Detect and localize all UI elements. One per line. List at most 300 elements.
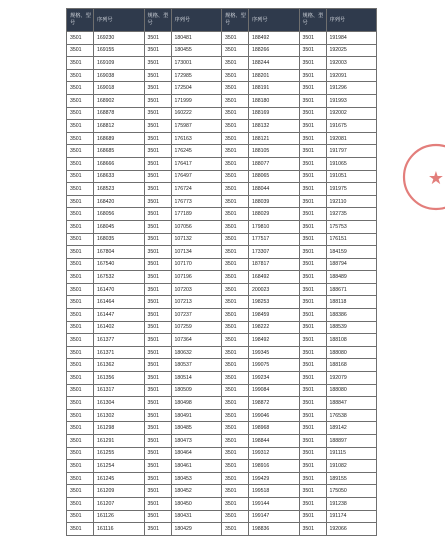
serial-cell: 168878 [94,107,145,120]
spec-cell: 3501 [67,120,94,133]
serial-cell: 168056 [94,208,145,221]
serial-cell: 191051 [326,170,377,183]
spec-cell: 3501 [222,44,249,57]
serial-cell: 192735 [326,208,377,221]
spec-cell: 3501 [144,334,171,347]
spec-cell: 3501 [67,523,94,536]
spec-cell: 3501 [144,309,171,322]
table-row [67,145,377,158]
spec-cell: 3501 [67,157,94,170]
spec-cell: 3501 [222,170,249,183]
spec-cell: 3501 [144,220,171,233]
serial-cell: 161402 [94,321,145,334]
spec-cell: 3501 [299,120,326,133]
table-row [67,435,377,448]
serial-cell: 198872 [249,397,300,410]
serial-cell: 200023 [249,283,300,296]
table-row [67,183,377,196]
table-row [67,485,377,498]
spec-cell: 3501 [222,510,249,523]
table-row [67,44,377,57]
table-row [67,57,377,70]
spec-cell: 3501 [299,359,326,372]
spec-cell: 3501 [299,497,326,510]
spec-cell: 3501 [222,246,249,259]
serial-cell: 180431 [171,510,222,523]
spec-cell: 3501 [67,460,94,473]
serial-cell: 180509 [171,384,222,397]
serial-cell: 188169 [249,107,300,120]
spec-cell: 3501 [299,132,326,145]
serial-cell: 175753 [326,220,377,233]
spec-cell: 3501 [144,397,171,410]
spec-cell: 3501 [299,208,326,221]
serial-cell: 191975 [326,183,377,196]
spec-cell: 3501 [67,296,94,309]
spec-cell: 3501 [144,296,171,309]
serial-cell: 188180 [249,94,300,107]
table-row [67,246,377,259]
table-row [67,32,377,45]
serial-cell: 107237 [171,309,222,322]
serial-cell: 176417 [171,157,222,170]
spec-cell: 3501 [299,372,326,385]
spec-cell: 3501 [299,32,326,45]
serial-cell: 161304 [94,397,145,410]
serial-cell: 176163 [171,132,222,145]
serial-cell: 198836 [249,523,300,536]
serial-cell: 168045 [94,220,145,233]
serial-cell: 167532 [94,271,145,284]
serial-cell: 188080 [326,346,377,359]
serial-cell: 188386 [326,309,377,322]
spec-cell: 3501 [144,195,171,208]
serial-cell: 191296 [326,82,377,95]
serial-cell: 172985 [171,69,222,82]
table-row [67,422,377,435]
serial-cell: 199046 [249,409,300,422]
header-spec-1: 规格、型号 [67,9,94,32]
serial-cell: 176538 [326,409,377,422]
spec-cell: 3501 [299,309,326,322]
spec-cell: 3501 [144,384,171,397]
serial-cell: 161377 [94,334,145,347]
serial-cell: 192110 [326,195,377,208]
serial-cell: 107364 [171,334,222,347]
serial-cell: 192066 [326,523,377,536]
serial-cell: 188105 [249,145,300,158]
serial-cell: 188671 [326,283,377,296]
spec-cell: 3501 [299,69,326,82]
serial-cell: 169038 [94,69,145,82]
spec-cell: 3501 [222,346,249,359]
table-row [67,497,377,510]
spec-cell: 3501 [299,346,326,359]
spec-cell: 3501 [222,397,249,410]
serial-cell: 161254 [94,460,145,473]
serial-cell: 180514 [171,372,222,385]
spec-cell: 3501 [222,372,249,385]
spec-cell: 3501 [67,107,94,120]
spec-cell: 3501 [299,246,326,259]
spec-cell: 3501 [144,497,171,510]
spec-cell: 3501 [67,447,94,460]
spec-cell: 3501 [144,82,171,95]
table-row [67,510,377,523]
spec-cell: 3501 [299,94,326,107]
spec-cell: 3501 [144,145,171,158]
table-row [67,384,377,397]
serial-cell: 169230 [94,32,145,45]
spec-cell: 3501 [299,183,326,196]
spec-cell: 3501 [222,283,249,296]
table-row [67,258,377,271]
serial-cell: 179810 [249,220,300,233]
spec-cell: 3501 [222,183,249,196]
spec-cell: 3501 [299,107,326,120]
table-row [67,409,377,422]
serial-cell: 188121 [249,132,300,145]
spec-cell: 3501 [67,372,94,385]
spec-cell: 3501 [144,485,171,498]
spec-cell: 3501 [67,32,94,45]
spec-cell: 3501 [299,447,326,460]
header-spec-2: 规格、型号 [144,9,171,32]
spec-cell: 3501 [67,220,94,233]
serial-cell: 161464 [94,296,145,309]
serial-cell: 176497 [171,170,222,183]
spec-cell: 3501 [222,233,249,246]
serial-cell: 168666 [94,157,145,170]
serial-cell: 180632 [171,346,222,359]
serial-cell: 199147 [249,510,300,523]
header-spec-4: 规格、型号 [299,9,326,32]
spec-cell: 3501 [144,510,171,523]
serial-cell: 167804 [94,246,145,259]
spec-cell: 3501 [222,157,249,170]
spec-cell: 3501 [299,422,326,435]
serial-cell: 188266 [249,44,300,57]
serial-cell: 176151 [326,233,377,246]
serial-cell: 188039 [249,195,300,208]
spec-cell: 3501 [144,409,171,422]
table-row [67,359,377,372]
serial-cell: 191065 [326,157,377,170]
spec-cell: 3501 [67,44,94,57]
serial-cell: 199345 [249,346,300,359]
serial-cell: 176245 [171,145,222,158]
serial-cell: 191174 [326,510,377,523]
spec-cell: 3501 [144,208,171,221]
spec-cell: 3501 [222,460,249,473]
spec-cell: 3501 [67,246,94,259]
serial-cell: 198844 [249,435,300,448]
spec-cell: 3501 [67,485,94,498]
serial-cell: 188847 [326,397,377,410]
serial-cell: 192025 [326,44,377,57]
serial-cell: 161447 [94,309,145,322]
serial-cell: 191115 [326,447,377,460]
serial-cell: 180491 [171,409,222,422]
serial-cell: 180498 [171,397,222,410]
spec-cell: 3501 [222,384,249,397]
serial-cell: 177189 [171,208,222,221]
spec-cell: 3501 [67,472,94,485]
serial-cell: 107170 [171,258,222,271]
serial-cell: 199144 [249,497,300,510]
spec-cell: 3501 [67,321,94,334]
spec-cell: 3501 [67,384,94,397]
table-row [67,69,377,82]
spec-cell: 3501 [222,309,249,322]
serial-cell: 107203 [171,283,222,296]
serial-cell: 198968 [249,422,300,435]
serial-cell: 188244 [249,57,300,70]
spec-cell: 3501 [67,409,94,422]
serial-cell: 168633 [94,170,145,183]
spec-cell: 3501 [144,372,171,385]
serial-cell: 198459 [249,309,300,322]
serial-table [66,8,377,536]
serial-cell: 191984 [326,32,377,45]
spec-cell: 3501 [144,447,171,460]
spec-cell: 3501 [67,359,94,372]
serial-cell: 180452 [171,485,222,498]
serial-cell: 191797 [326,145,377,158]
serial-cell: 180473 [171,435,222,448]
serial-cell: 176724 [171,183,222,196]
spec-cell: 3501 [67,283,94,296]
spec-cell: 3501 [299,510,326,523]
serial-cell: 198492 [249,334,300,347]
table-row [67,472,377,485]
serial-cell: 198253 [249,296,300,309]
serial-cell: 176773 [171,195,222,208]
spec-cell: 3501 [67,258,94,271]
serial-cell: 168523 [94,183,145,196]
serial-cell: 175050 [326,485,377,498]
serial-cell: 180461 [171,460,222,473]
spec-cell: 3501 [299,157,326,170]
table-row [67,132,377,145]
spec-cell: 3501 [222,220,249,233]
spec-cell: 3501 [67,57,94,70]
serial-cell: 161255 [94,447,145,460]
serial-cell: 107056 [171,220,222,233]
serial-cell: 169018 [94,82,145,95]
spec-cell: 3501 [299,472,326,485]
serial-cell: 161298 [94,422,145,435]
serial-cell: 198222 [249,321,300,334]
spec-cell: 3501 [67,132,94,145]
spec-cell: 3501 [222,57,249,70]
spec-cell: 3501 [67,170,94,183]
serial-cell: 188044 [249,183,300,196]
serial-cell: 168420 [94,195,145,208]
serial-cell: 107132 [171,233,222,246]
spec-cell: 3501 [67,94,94,107]
serial-cell: 161371 [94,346,145,359]
spec-cell: 3501 [144,246,171,259]
spec-cell: 3501 [144,69,171,82]
table-row [67,523,377,536]
spec-cell: 3501 [222,435,249,448]
spec-cell: 3501 [222,120,249,133]
spec-cell: 3501 [67,497,94,510]
serial-cell: 188118 [326,296,377,309]
header-spec-3: 规格、型号 [222,9,249,32]
spec-cell: 3501 [299,44,326,57]
spec-cell: 3501 [67,510,94,523]
table-row [67,283,377,296]
serial-cell: 161116 [94,523,145,536]
serial-cell: 184159 [326,246,377,259]
spec-cell: 3501 [144,472,171,485]
spec-cell: 3501 [67,145,94,158]
serial-cell: 199518 [249,485,300,498]
spec-cell: 3501 [222,107,249,120]
serial-cell: 167540 [94,258,145,271]
serial-cell: 107259 [171,321,222,334]
spec-cell: 3501 [222,271,249,284]
spec-cell: 3501 [67,346,94,359]
serial-cell: 188897 [326,435,377,448]
spec-cell: 3501 [67,422,94,435]
serial-cell: 168035 [94,233,145,246]
spec-cell: 3501 [299,258,326,271]
serial-cell: 199075 [249,359,300,372]
serial-cell: 191082 [326,460,377,473]
serial-cell: 168689 [94,132,145,145]
table-row [67,296,377,309]
spec-cell: 3501 [222,409,249,422]
table-body [67,32,377,536]
serial-cell: 168812 [94,120,145,133]
spec-cell: 3501 [299,57,326,70]
spec-cell: 3501 [67,334,94,347]
header-serial-3: 序列号 [249,9,300,32]
spec-cell: 3501 [67,69,94,82]
spec-cell: 3501 [299,271,326,284]
spec-cell: 3501 [222,32,249,45]
spec-cell: 3501 [222,132,249,145]
spec-cell: 3501 [299,485,326,498]
spec-cell: 3501 [222,422,249,435]
serial-cell: 189142 [326,422,377,435]
spec-cell: 3501 [144,157,171,170]
spec-cell: 3501 [144,107,171,120]
spec-cell: 3501 [299,435,326,448]
spec-cell: 3501 [144,435,171,448]
spec-cell: 3501 [222,82,249,95]
spec-cell: 3501 [299,397,326,410]
table-row [67,346,377,359]
company-seal [399,140,445,214]
serial-cell: 161362 [94,359,145,372]
serial-cell: 188080 [326,384,377,397]
table-row [67,271,377,284]
serial-number-sheet [66,8,376,536]
serial-cell: 161126 [94,510,145,523]
serial-cell: 192081 [326,132,377,145]
spec-cell: 3501 [67,183,94,196]
serial-cell: 188077 [249,157,300,170]
serial-cell: 191675 [326,120,377,133]
table-row [67,157,377,170]
table-row [67,447,377,460]
spec-cell: 3501 [299,195,326,208]
spec-cell: 3501 [299,82,326,95]
serial-cell: 192003 [326,57,377,70]
spec-cell: 3501 [144,258,171,271]
serial-cell: 199429 [249,472,300,485]
table-row [67,321,377,334]
serial-cell: 192079 [326,372,377,385]
table-row [67,120,377,133]
serial-cell: 188191 [249,82,300,95]
spec-cell: 3501 [299,170,326,183]
serial-cell: 173307 [249,246,300,259]
serial-cell: 192002 [326,107,377,120]
spec-cell: 3501 [67,309,94,322]
serial-cell: 191993 [326,94,377,107]
serial-cell: 168492 [249,271,300,284]
spec-cell: 3501 [299,460,326,473]
spec-cell: 3501 [222,145,249,158]
serial-cell: 188794 [326,258,377,271]
serial-cell: 180453 [171,472,222,485]
serial-cell: 180485 [171,422,222,435]
spec-cell: 3501 [144,32,171,45]
table-row [67,334,377,347]
spec-cell: 3501 [299,233,326,246]
spec-cell: 3501 [299,321,326,334]
serial-cell: 180429 [171,523,222,536]
serial-cell: 107196 [171,271,222,284]
spec-cell: 3501 [299,384,326,397]
serial-cell: 187817 [249,258,300,271]
spec-cell: 3501 [222,258,249,271]
serial-cell: 189155 [326,472,377,485]
spec-cell: 3501 [299,334,326,347]
spec-cell: 3501 [299,220,326,233]
serial-cell: 192091 [326,69,377,82]
serial-cell: 168685 [94,145,145,158]
spec-cell: 3501 [67,397,94,410]
spec-cell: 3501 [144,132,171,145]
spec-cell: 3501 [67,435,94,448]
spec-cell: 3501 [299,296,326,309]
spec-cell: 3501 [222,472,249,485]
header-serial-4: 序列号 [326,9,377,32]
serial-cell: 188065 [249,170,300,183]
table-row [67,208,377,221]
spec-cell: 3501 [67,271,94,284]
serial-cell: 188201 [249,69,300,82]
table-row [67,94,377,107]
spec-cell: 3501 [222,321,249,334]
spec-cell: 3501 [222,447,249,460]
serial-cell: 191238 [326,497,377,510]
spec-cell: 3501 [222,94,249,107]
serial-cell: 171999 [171,94,222,107]
spec-cell: 3501 [222,485,249,498]
serial-cell: 160222 [171,107,222,120]
table-row [67,170,377,183]
serial-cell: 188539 [326,321,377,334]
serial-cell: 169155 [94,44,145,57]
spec-cell: 3501 [144,271,171,284]
